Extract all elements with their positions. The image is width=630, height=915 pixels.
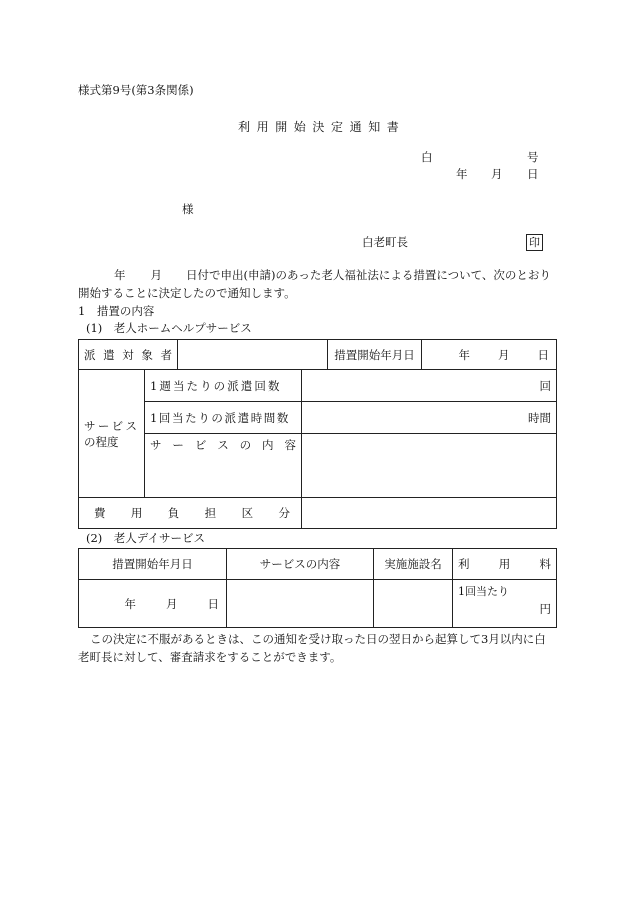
date-year: 年 [458,347,470,362]
issue-date-day: 日 [527,167,539,181]
char: ビ [111,418,124,433]
weekly-count-value[interactable] [302,370,557,402]
char: 負 [167,506,180,520]
char: 象 [141,347,153,362]
service-level-label-line2: の程度 [84,434,119,449]
number-label-left: 白 [421,150,433,164]
issue-date-year: 年 [456,167,468,181]
document-title: 利用開始決定通知書 [238,120,406,134]
char: ー [97,418,110,433]
service-content-value[interactable] [302,434,557,498]
per-visit-hours-value[interactable] [302,402,557,434]
dispatch-target-label [79,340,178,370]
seal-mark [526,234,543,251]
section1-title: 1 措置の内容 [78,304,155,318]
day-start-date-value[interactable] [79,580,227,628]
home-help-title: (1) 老人ホームヘルプサービス [86,321,252,335]
date-month: 月 [498,347,510,362]
day-service-title: (2) 老人デイサービス [86,531,205,545]
seal-text: 印 [526,234,543,251]
char: 用 [498,557,511,571]
date-year: 年 [124,596,136,611]
day-fee-value[interactable] [453,580,557,628]
date-day: 日 [207,596,219,611]
date-day: 日 [537,347,549,362]
service-content-label [145,434,302,498]
cost-category-value[interactable] [302,498,557,529]
char: 者 [160,347,172,362]
char: 容 [284,438,296,452]
char: 内 [262,438,274,452]
char: 分 [278,506,290,520]
home-help-table [78,339,557,529]
number-label-right: 号 [527,150,539,164]
fee-unit: 円 [539,602,551,616]
dispatch-target-value[interactable] [178,340,328,370]
char: の [239,438,252,452]
per-visit-hours-label [145,402,302,434]
char: 区 [241,506,254,520]
unit-hours: 時間 [528,410,551,425]
service-level-label [79,370,145,498]
weekly-count-label [145,370,302,402]
char: サ [150,438,162,452]
unit-times: 回 [539,378,551,393]
issuer: 白老町長 [362,235,408,249]
addressee-suffix: 様 [182,202,194,216]
intro-month: 月 [150,268,162,282]
intro-year: 年 [114,268,126,282]
form-number: 様式第9号(第3条関係) [78,83,194,97]
day-service-content-value[interactable] [227,580,374,628]
char: サ [84,418,96,433]
char: 対 [122,347,134,362]
col-fee [453,549,557,580]
day-service-table [78,548,557,628]
char: 用 [130,506,143,520]
cost-category-label [79,498,302,529]
char: ス [217,438,229,452]
col-facility: 実施施設名 [374,549,453,580]
char: 料 [539,557,551,571]
start-date-label: 措置開始年月日 [328,340,422,370]
col-service-content: サービスの内容 [227,549,374,580]
date-month: 月 [166,596,178,611]
appeal-notice: この決定に不服があるときは、この通知を受け取った日の翌日から起算して3月以内に白老町長に対して、審査請求をすることができます。 [78,632,546,665]
char: ー [172,438,184,452]
char: 担 [204,506,217,520]
col-start-date: 措置開始年月日 [79,549,227,580]
day-facility-value[interactable] [374,580,453,628]
char: 利 [458,557,470,571]
issue-date-month: 月 [491,167,503,181]
intro-text: 日付で申出(申請)のあった老人福祉法による措置について、次のとおり開始することに決定したので通知します。 [78,268,551,301]
char: ビ [194,438,207,452]
char: 派 [84,347,96,362]
char: 遣 [103,347,115,362]
start-date-value[interactable] [422,340,557,370]
per-visit-hours-text: 1回当たりの派遣時間数 [150,410,291,425]
char: ス [125,418,137,433]
char: 費 [94,506,106,520]
fee-per-use: 1回当たり [458,585,509,598]
intro-paragraph [78,266,554,303]
weekly-count-text: 1週当たりの派遣回数 [150,378,282,393]
